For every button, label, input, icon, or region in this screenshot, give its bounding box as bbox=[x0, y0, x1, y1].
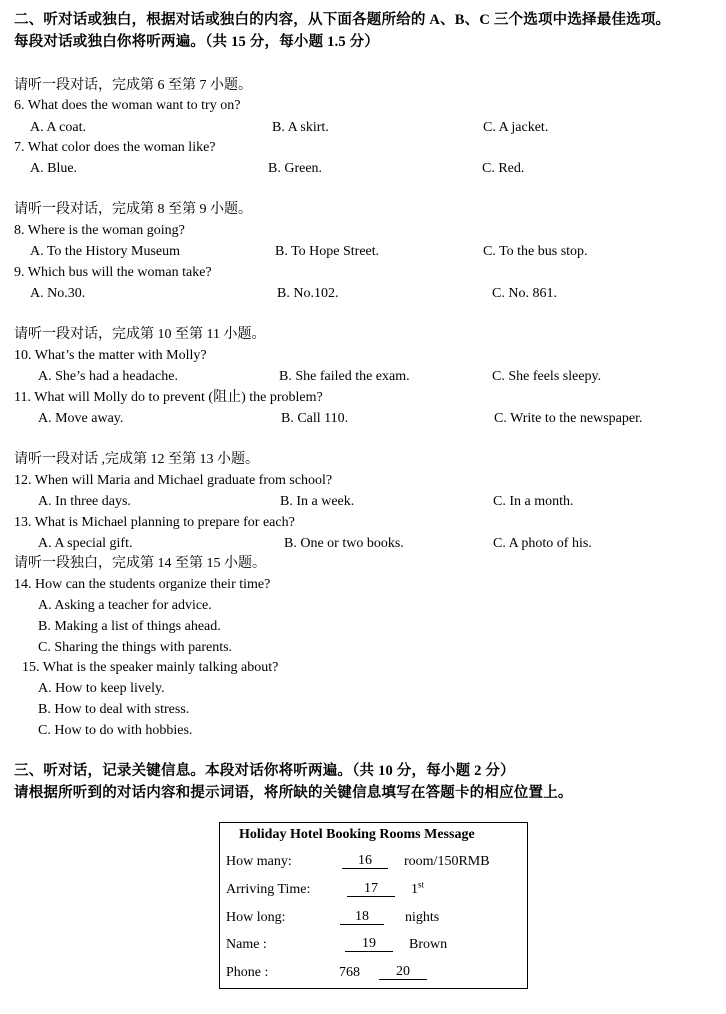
row-value-768: 768 bbox=[339, 965, 360, 980]
option-6b: B. A skirt. bbox=[272, 120, 329, 135]
option-11a: A. Move away. bbox=[38, 411, 124, 426]
row-label-phone: Phone : bbox=[226, 965, 269, 980]
row-label-how-many: How many: bbox=[226, 854, 292, 869]
option-7c: C. Red. bbox=[482, 161, 525, 176]
option-8b: B. To Hope Street. bbox=[275, 244, 380, 259]
option-14b: B. Making a list of things ahead. bbox=[38, 619, 221, 634]
block-intro: 请听一段对话，完成第 10 至第 11 小题。 bbox=[14, 327, 266, 342]
question-6: 6. What does the woman want to try on? bbox=[14, 98, 241, 113]
section3-title-line1: 三、听对话，记录关键信息。本段对话你将听两遍。（共 10 分，每小题 2 分） bbox=[14, 763, 515, 779]
question-13: 13. What is Michael planning to prepare for each? bbox=[14, 515, 295, 530]
option-6a: A. A coat. bbox=[30, 120, 86, 135]
question-15: 15. What is the speaker mainly talking about? bbox=[22, 660, 279, 675]
answer-blank-18: 18 bbox=[340, 909, 384, 925]
row-value-nights: nights bbox=[405, 910, 440, 925]
option-12c: C. In a month. bbox=[493, 494, 574, 509]
answer-blank-19: 19 bbox=[345, 936, 393, 952]
question-8: 8. Where is the woman going? bbox=[14, 223, 185, 238]
option-8a: A. To the History Museum bbox=[30, 244, 181, 259]
option-10b: B. She failed the exam. bbox=[279, 369, 410, 384]
option-10c: C. She feels sleepy. bbox=[492, 369, 602, 384]
question-12: 12. When will Maria and Michael graduate from school? bbox=[14, 473, 333, 488]
option-15a: A. How to keep lively. bbox=[38, 681, 165, 696]
option-6c: C. A jacket. bbox=[483, 120, 549, 135]
booking-table-title: Holiday Hotel Booking Rooms Message bbox=[239, 827, 475, 842]
option-7a: A. Blue. bbox=[30, 161, 78, 176]
option-11b: B. Call 110. bbox=[281, 411, 349, 426]
block-intro: 请听一段独白，完成第 14 至第 15 小题。 bbox=[14, 556, 266, 571]
option-14a: A. Asking a teacher for advice. bbox=[38, 598, 212, 613]
option-8c: C. To the bus stop. bbox=[483, 244, 588, 259]
row-label-arriving-time: Arriving Time: bbox=[226, 882, 311, 897]
option-11c: C. Write to the newspaper. bbox=[494, 411, 643, 426]
option-12b: B. In a week. bbox=[280, 494, 355, 509]
option-15c: C. How to do with hobbies. bbox=[38, 723, 193, 738]
block-intro: 请听一段对话，完成第 8 至第 9 小题。 bbox=[14, 202, 252, 217]
option-13a: A. A special gift. bbox=[38, 536, 133, 551]
row-label-how-long: How long: bbox=[226, 910, 286, 925]
section2-title-line1: 二、听对话或独白，根据对话或独白的内容，从下面各题所给的 A、B、C 三个选项中选择最佳选项。 bbox=[14, 12, 671, 28]
question-10: 10. What’s the matter with Molly? bbox=[14, 348, 207, 363]
row-value-date: 1st bbox=[411, 879, 425, 897]
question-7: 7. What color does the woman like? bbox=[14, 140, 216, 155]
block-intro: 请听一段对话 ,完成第 12 至第 13 小题。 bbox=[14, 452, 259, 467]
block-intro: 请听一段对话，完成第 6 至第 7 小题。 bbox=[14, 78, 252, 93]
row-value-rooms: room/150RMB bbox=[404, 854, 490, 869]
row-label-name: Name : bbox=[226, 937, 267, 952]
option-7b: B. Green. bbox=[268, 161, 323, 176]
answer-blank-20: 20 bbox=[379, 964, 427, 980]
option-9c: C. No. 861. bbox=[492, 286, 557, 301]
row-value-brown: Brown bbox=[409, 937, 448, 952]
option-10a: A. She’s had a headache. bbox=[38, 369, 178, 384]
answer-blank-17: 17 bbox=[347, 881, 395, 897]
option-14c: C. Sharing the things with parents. bbox=[38, 640, 233, 655]
option-9b: B. No.102. bbox=[277, 286, 339, 301]
section3-title-line2: 请根据所听到的对话内容和提示词语，将所缺的关键信息填写在答题卡的相应位置上。 bbox=[14, 785, 573, 801]
section2-title-line2: 每段对话或独白你将听两遍。（共 15 分，每小题 1.5 分） bbox=[14, 34, 380, 50]
question-14: 14. How can the students organize their time? bbox=[14, 577, 271, 592]
question-9: 9. Which bus will the woman take? bbox=[14, 265, 212, 280]
option-9a: A. No.30. bbox=[30, 286, 86, 301]
question-11: 11. What will Molly do to prevent (阻止) the problem? bbox=[14, 390, 323, 405]
option-13b: B. One or two books. bbox=[284, 536, 404, 551]
option-15b: B. How to deal with stress. bbox=[38, 702, 190, 717]
answer-blank-16: 16 bbox=[342, 853, 388, 869]
option-13c: C. A photo of his. bbox=[493, 536, 592, 551]
option-12a: A. In three days. bbox=[38, 494, 131, 509]
